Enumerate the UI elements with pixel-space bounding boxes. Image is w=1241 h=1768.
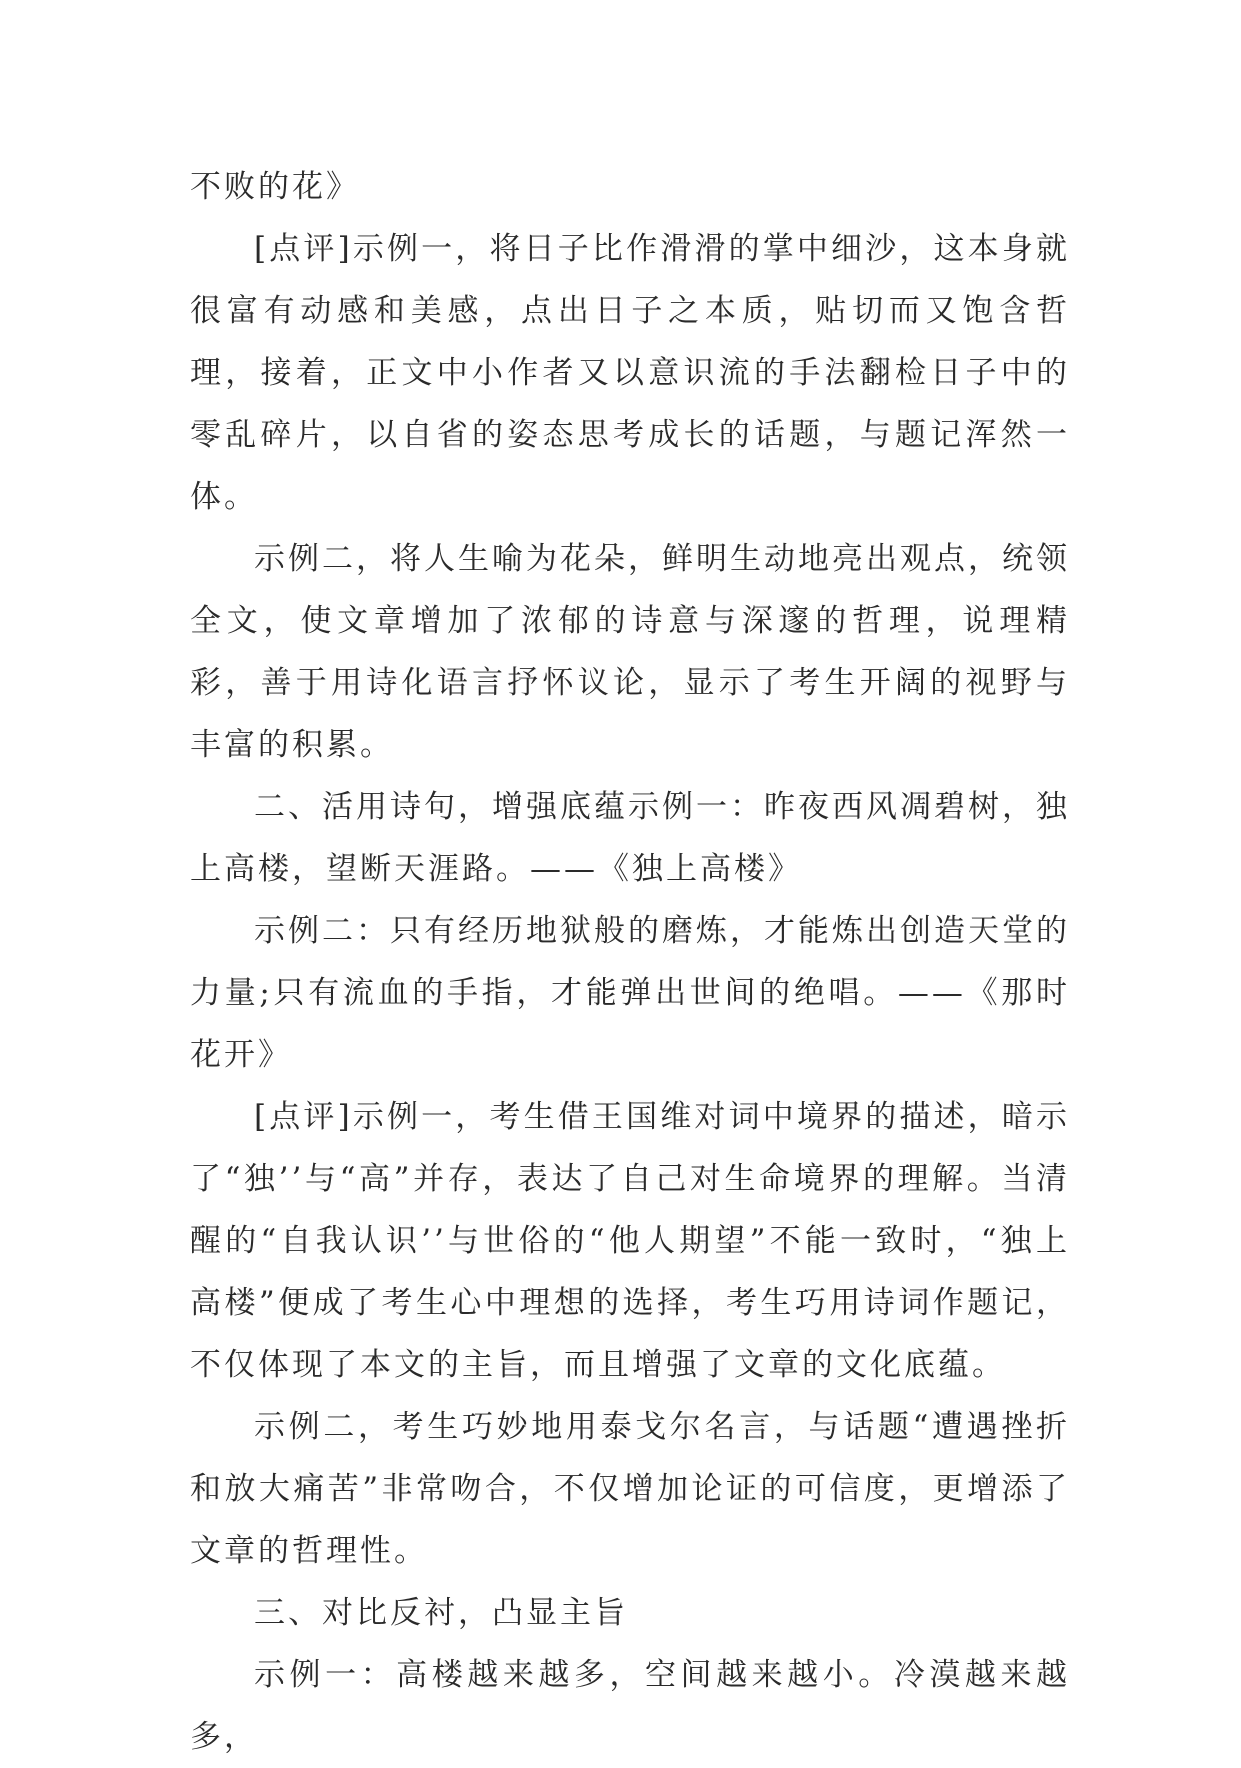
paragraph: 示例二，将人生喻为花朵，鲜明生动地亮出观点，统领全文，使文章增加了浓郁的诗意与深邃的哲理，说理精彩，善于用诗化语言抒怀议论，显示了考生开阔的视野与丰富的积累。 bbox=[190, 541, 1070, 763]
paragraph: 示例一：高楼越来越多，空间越来越小。冷漠越来越多， bbox=[190, 1657, 1070, 1755]
paragraph: 二、活用诗句，增强底蕴示例一：昨夜西风凋碧树，独上高楼，望断天涯路。——《独上高楼》 bbox=[190, 789, 1070, 887]
paragraph: 示例二：只有经历地狱般的磨炼，才能炼出创造天堂的力量;只有流血的手指，才能弹出世间的绝唱。——《那时花开》 bbox=[190, 913, 1070, 1073]
paragraph: 不败的花》 bbox=[190, 169, 360, 205]
paragraph: 示例二，考生巧妙地用泰戈尔名言，与话题“遭遇挫折和放大痛苦”非常吻合，不仅增加论证的可信度，更增添了文章的哲理性。 bbox=[190, 1409, 1070, 1569]
document-body bbox=[190, 156, 1070, 1768]
section-heading: 三、对比反衬，凸显主旨 bbox=[254, 1595, 628, 1631]
paragraph: [点评]示例一，将日子比作滑滑的掌中细沙，这本身就很富有动感和美感，点出日子之本质，贴切而又饱含哲理，接着，正文中小作者又以意识流的手法翻检日子中的零乱碎片，以自省的姿态思考成长的话题，与题记浑然一体。 bbox=[190, 231, 1070, 515]
paragraph: [点评]示例一，考生借王国维对词中境界的描述，暗示了“独’’与“高”并存，表达了自己对生命境界的理解。当清醒的“自我认识’’与世俗的“他人期望”不能一致时，“独上高楼”便成了考生心中理想的选择，考生巧用诗词作题记，不仅体现了本文的主旨，而且增强了文章的文化底蕴。 bbox=[190, 1099, 1070, 1383]
